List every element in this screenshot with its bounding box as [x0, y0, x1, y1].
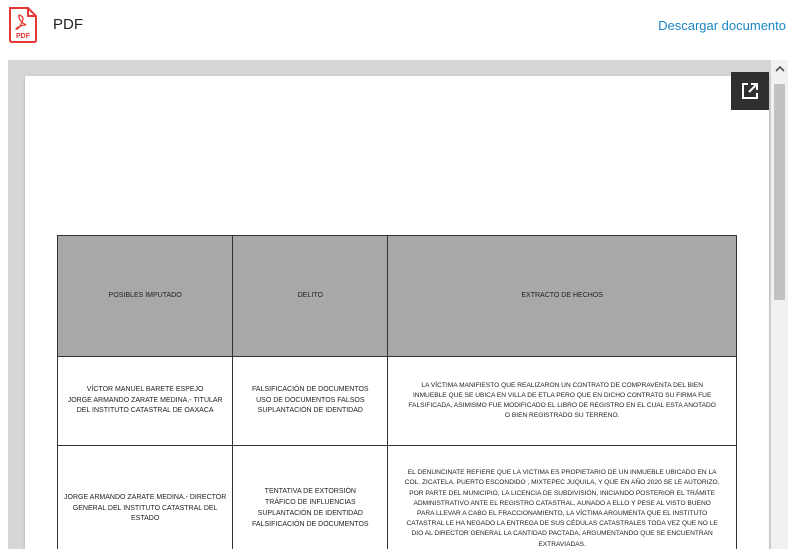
cell-delito: TENTATIVA DE EXTORSIÓN TRÁFICO DE INFLUENCIAS SUPLANTACIÓN DE IDENTIDAD FALSIFICACIÓN DE DOCUMENTOS [233, 446, 388, 549]
page-title: PDF [53, 16, 83, 33]
scroll-thumb[interactable] [774, 84, 785, 300]
table-header-row [58, 236, 737, 357]
cell-delito: FALSIFICACIÓN DE DOCUMENTOS USO DE DOCUMENTOS FALSOS SUPLANTACIÓN DE IDENTIDAD [233, 357, 388, 446]
cell-hechos: EL DENUNCINATE REFIERE QUE LA VICTIMA ES PROPIETARIO DE UN INMUEBLE UBICADO EN LA COL. ZICATELA, PUERTO ESCONDIDO , MIXTEPEC JUQUILA, Y QUE EN AÑO 2020 SE LE AUTORIZO, POR PARTE DEL MUNICIPIO, LA LICENCIA DE SUBDIVISIÓN, INICIANDO POSTERIOR EL TRÁMITE ADMINISTRATIVO ANTE EL REGISTRO CATASTRAL, AUNADO A ELLO Y PESE AL VISTO BUENO PARA LLEVAR A CABO EL FRACCIONAMIENTO, LA VÍCTIMA ARGUMENTA QUE EL INSTITUTO CATASTRAL LE HA NEGADO LA ENTREGA DE SUS CÉDULAS CATASTRALES TODA VEZ QUE NO LE DIO AL DIRECTOR GENERAL LA CANTIDAD PACTADA, ARGUMENTANDO QUE SE ENCUENTRAN EXTRAVIADAS. [388, 446, 737, 549]
cell-imputado: JORGE ARMANDO ZARATE MEDINA.- DIRECTOR GENERAL DEL INSTITUTO CATASTRAL DEL ESTADO [58, 446, 233, 549]
scroll-up-button[interactable] [771, 60, 788, 76]
pdf-viewer[interactable] [8, 60, 788, 549]
cell-imputado: VÍCTOR MANUEL BARETE ESPEJO JORGE ARMANDO ZARATE MEDINA.- TITULAR DEL INSTITUTO CATASTRAL DE OAXACA [58, 357, 233, 446]
header-delito: DELITO [233, 236, 388, 357]
pdf-icon-label: PDF [16, 33, 30, 40]
download-document-link[interactable]: Descargar documento [658, 18, 786, 33]
header-posibles-imputado: POSIBLES IMPUTADO [58, 236, 233, 357]
vertical-scrollbar[interactable] [771, 60, 788, 549]
pdf-page [25, 76, 769, 549]
chevron-up-icon [775, 65, 785, 72]
open-in-new-window-button[interactable] [731, 72, 769, 110]
cell-hechos: LA VÍCTIMA MANIFIESTO QUE REALIZARON UN CONTRATO DE COMPRAVENTA DEL BIEN INMUEBLE QUE SE UBICA EN VILLA DE ETLA PERO QUE EN DICHO CONTRATO SU FIRMA FUE FALSIFICADA, ASIMISMO FUE MODIFICADO EL LIBRO DE REGISTRO EN EL CUAL ESTA ANOTADO O BIEN REGISTRADO SU TERRENO. [388, 357, 737, 446]
header [0, 0, 800, 58]
table-row [58, 446, 737, 549]
pdf-file-icon [8, 7, 38, 43]
open-external-icon [740, 81, 760, 101]
table-row [58, 357, 737, 446]
header-extracto-de-hechos: EXTRACTO DE HECHOS [388, 236, 737, 357]
facts-table [57, 235, 737, 549]
